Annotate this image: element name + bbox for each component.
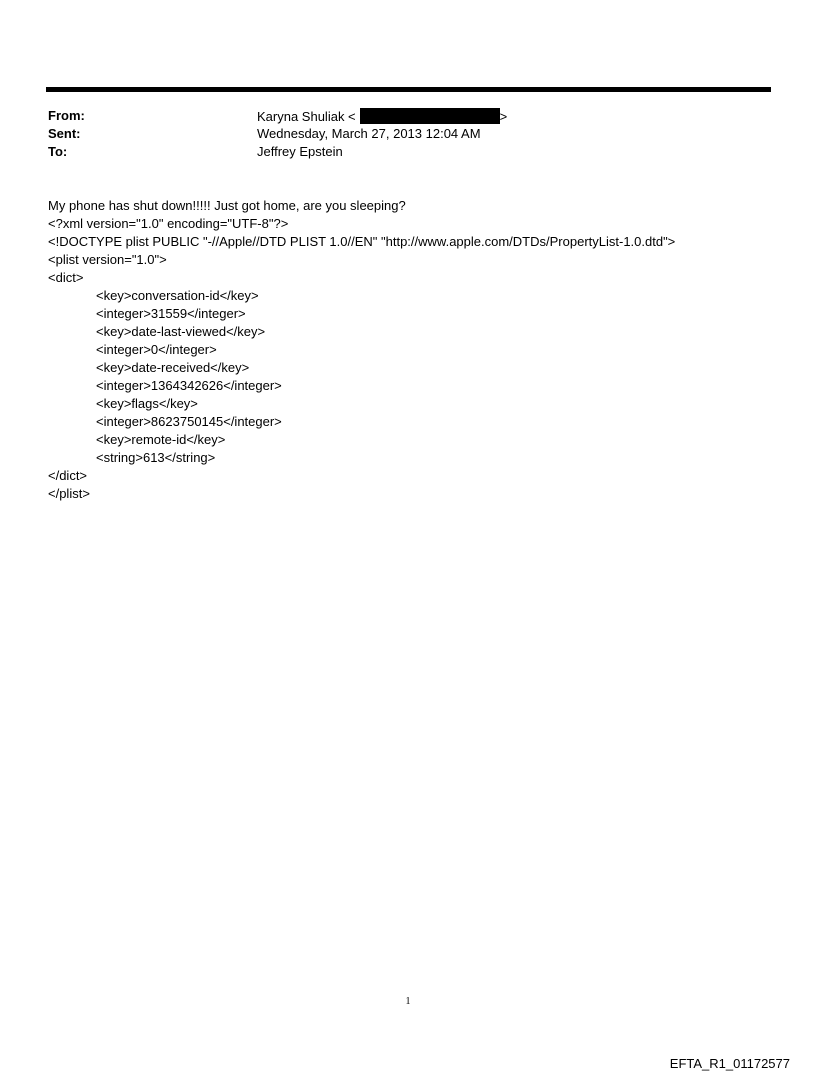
to-value: Jeffrey Epstein (257, 144, 343, 159)
xml-line: <!DOCTYPE plist PUBLIC "-//Apple//DTD PLIST 1.0//EN" "http://www.apple.com/DTDs/PropertyList-1.0.dtd"> (48, 234, 676, 249)
xml-line: <integer>0</integer> (96, 342, 217, 357)
xml-line: <integer>1364342626</integer> (96, 378, 282, 393)
xml-line: <key>remote-id</key> (96, 432, 226, 447)
xml-line: <plist version="1.0"> (48, 252, 167, 267)
xml-line: <key>date-last-viewed</key> (96, 324, 266, 339)
xml-line: <key>flags</key> (96, 396, 198, 411)
sent-label: Sent: (48, 126, 81, 141)
redaction-block (360, 108, 500, 124)
xml-line: <integer>8623750145</integer> (96, 414, 282, 429)
xml-line: <key>conversation-id</key> (96, 288, 259, 303)
from-name: Karyna Shuliak < (257, 109, 356, 124)
header-rule (46, 87, 771, 92)
bates-number: EFTA_R1_01172577 (669, 1056, 790, 1071)
xml-line: <key>date-received</key> (96, 360, 250, 375)
xml-line: <string>613</string> (96, 450, 216, 465)
xml-line: <integer>31559</integer> (96, 306, 246, 321)
sent-value: Wednesday, March 27, 2013 12:04 AM (257, 126, 481, 141)
from-value (257, 108, 507, 125)
xml-line: </plist> (48, 486, 90, 501)
to-label: To: (48, 144, 68, 159)
from-label: From: (48, 108, 85, 123)
xml-line: </dict> (48, 468, 88, 483)
page-number: 1 (405, 996, 411, 1007)
xml-line: <dict> (48, 270, 84, 285)
from-email-end: > (499, 109, 508, 124)
xml-line: <?xml version="1.0" encoding="UTF-8"?> (48, 216, 289, 231)
message-text: My phone has shut down!!!!! Just got home, are you sleeping? (48, 198, 406, 213)
